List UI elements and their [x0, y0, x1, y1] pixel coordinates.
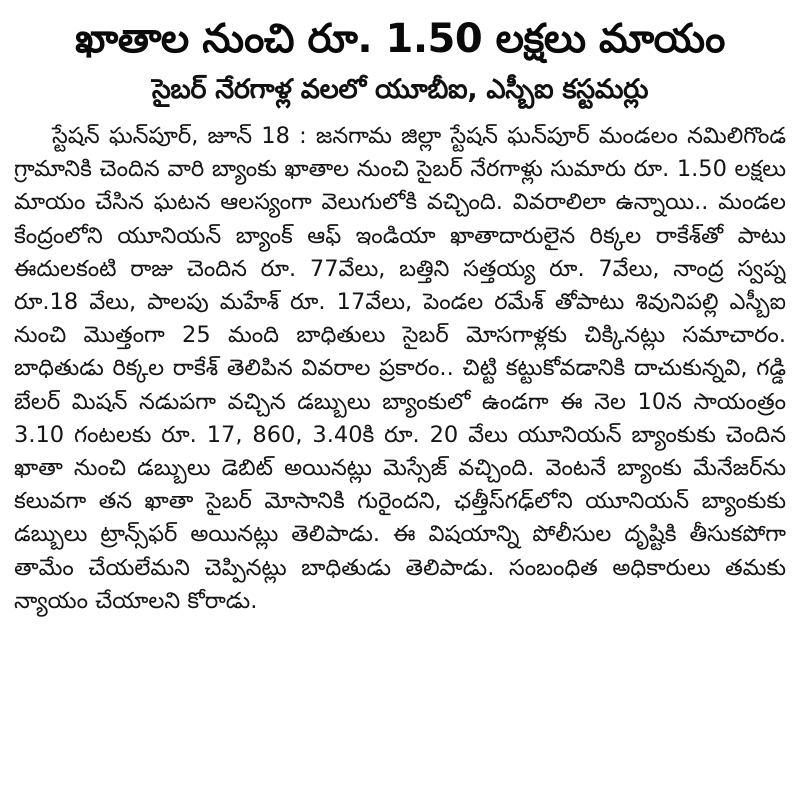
article-body: స్టేషన్ ఘన్‌పూర్, జూన్ 18 : జనగామ జిల్లా స్టేషన్ ఘన్‌పూర్ మండలం నమిలిగొండ గ్రామానికి చెందిన వారి బ్యాంకు ఖాతాల నుంచి సైబర్ నేరగాళ్లు సుమారు రూ. 1.50 లక్షలు మాయం చేసిన ఘటన ఆలస్యంగా వెలుగులోకి వచ్చింది. వివరాలిలా ఉన్నాయి.. మండల కేంద్రంలోని యూనియన్ బ్యాంక్ ఆఫ్ ఇండియా ఖాతాదారులైన రిక్కల రాకేశ్‌తో పాటు ఈదులకంటి రాజు చెందిన రూ. 77వేలు, బత్తిని సత్తయ్య రూ. 7వేలు, నాంద్ర స్వప్న రూ.18 వేలు, పాలపు మహేశ్ రూ. 17వేలు, పెండల రమేశ్ తోపాటు శివునిపల్లి ఎస్బీఐ నుంచి మొత్తంగా 25 మంది బాధితులు సైబర్ మోసగాళ్లకు చిక్కినట్లు సమాచారం. బాధితుడు రిక్కల రాకేశ్ తెలిపిన వివరాల ప్రకారం.. చిట్టి కట్టుకోవడానికి దాచుకున్నవి, గడ్డి బేలర్ మిషన్ నడుపగా వచ్చిన డబ్బులు బ్యాంకులో ఉండగా ఈ నెల 10న సాయంత్రం 3.10 గంటలకు రూ. 17, 860, 3.40కి రూ. 20 వేలు యూనియన్ బ్యాంకుకు చెందిన ఖాతా నుంచి డబ్బులు డెబిట్ అయినట్లు మెస్సేజ్ వచ్చింది. వెంటనే బ్యాంకు మేనేజర్‌ను కలువగా తన ఖాతా సైబర్ మోసానికి గురైందని, ఛత్తీస్‌గఢ్‌లోని యూనియన్ బ్యాంకుకు డబ్బులు ట్రాన్స్‌ఫర్ అయినట్లు తెలిపాడు. ఈ విషయాన్ని పోలీసుల దృష్టికి తీసుకపోగా తామేం చేయలేమని చెప్పినట్లు బాధితుడు తెలిపాడు. సంబంధిత అధికారులు తమకు న్యాయం చేయాలని కోరాడు. [14, 123, 786, 614]
subheadline: సైబర్ నేరగాళ్ల వలలో యూబీఐ, ఎస్బీఐ కస్టమర్లు [151, 74, 649, 105]
headline: ఖాతాల నుంచి రూ. 1.50 లక్షలు మాయం [75, 16, 725, 62]
